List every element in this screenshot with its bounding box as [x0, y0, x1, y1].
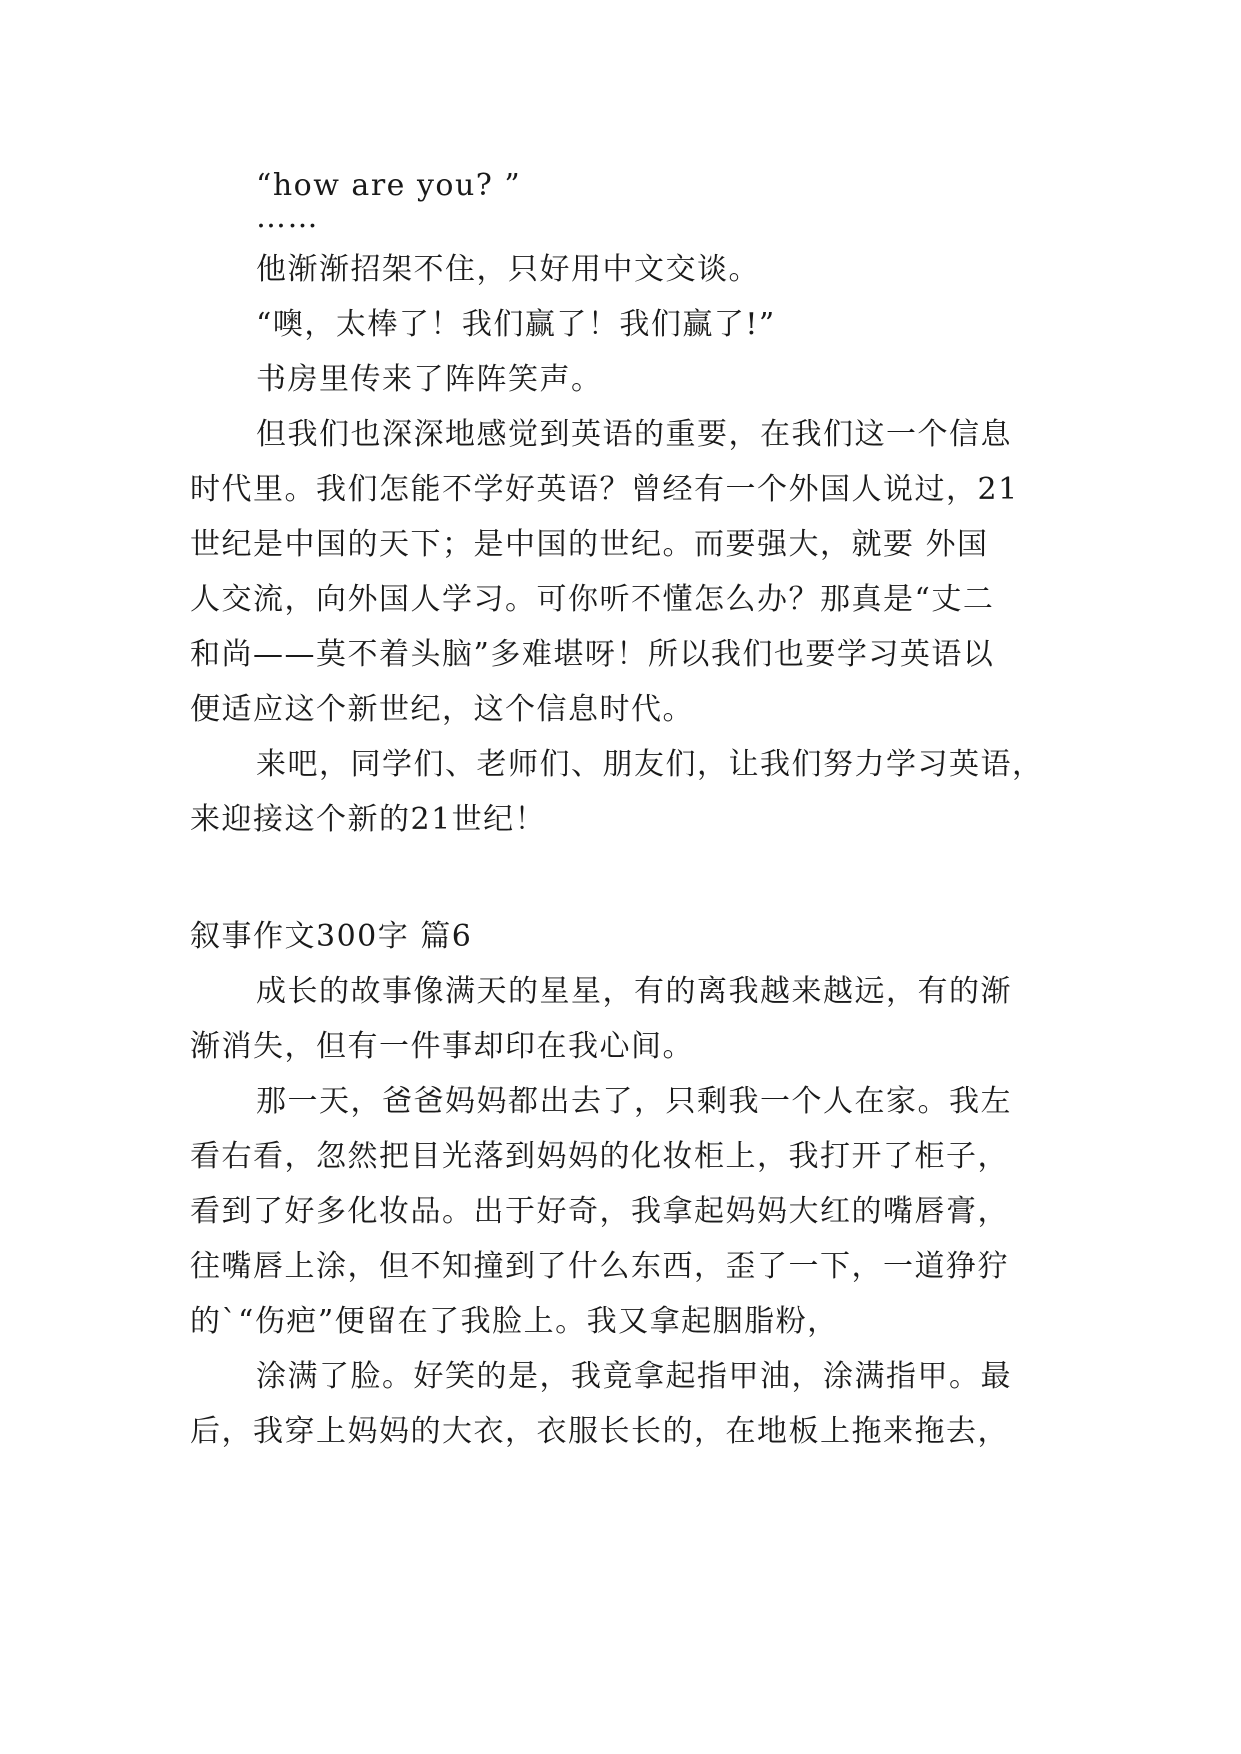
paragraph-line: 书房里传来了阵阵笑声。 — [256, 362, 603, 397]
paragraph-line: 后，我穿上妈妈的大衣，衣服长长的，在地板上拖来拖去， — [190, 1414, 1009, 1449]
paragraph-line: 时代里。我们怎能不学好英语？曾经有一个外国人说过，21 — [190, 472, 1019, 507]
paragraph-line: 看到了好多化妆品。出于好奇，我拿起妈妈大红的嘴唇膏， — [190, 1194, 1009, 1229]
paragraph-line: 来吧，同学们、老师们、朋友们，让我们努力学习英语， — [256, 747, 1044, 782]
paragraph-line: 的`“伤疤”便留在了我脸上。我又拿起胭脂粉， — [190, 1304, 839, 1339]
paragraph-line: 他渐渐招架不住，只好用中文交谈。 — [256, 252, 760, 287]
paragraph-line: 和尚——莫不着头脑”多难堪呀！所以我们也要学习英语以 — [190, 637, 995, 672]
paragraph-line: “how are you? ” — [256, 168, 522, 203]
paragraph-line: 看右看，忽然把目光落到妈妈的化妆柜上，我打开了柜子， — [190, 1139, 1009, 1174]
paragraph-line: 世纪是中国的天下；是中国的世纪。而要强大，就要 外国 — [190, 527, 989, 562]
paragraph-line: 渐消失，但有一件事却印在我心间。 — [190, 1029, 694, 1064]
paragraph-line: 成长的故事像满天的星星，有的离我越来越远，有的渐 — [256, 974, 1012, 1009]
paragraph-line: 那一天，爸爸妈妈都出去了，只剩我一个人在家。我左 — [256, 1084, 1012, 1119]
paragraph-line: 往嘴唇上涂，但不知撞到了什么东西，歪了一下，一道狰狞 — [190, 1249, 1009, 1284]
paragraph-line: 涂满了脸。好笑的是，我竟拿起指甲油，涂满指甲。最 — [256, 1359, 1012, 1394]
ellipsis-line: …… — [256, 200, 319, 235]
paragraph-line: 来迎接这个新的21世纪！ — [190, 802, 547, 837]
paragraph-line: 便适应这个新世纪，这个信息时代。 — [190, 692, 694, 727]
paragraph-line: “噢，太棒了！我们赢了！我们赢了!” — [256, 307, 776, 342]
section-heading: 叙事作文300字 篇6 — [190, 919, 473, 954]
paragraph-line: 但我们也深深地感觉到英语的重要，在我们这一个信息 — [256, 417, 1012, 452]
paragraph-line: 人交流，向外国人学习。可你听不懂怎么办？那真是“丈二 — [190, 582, 995, 617]
